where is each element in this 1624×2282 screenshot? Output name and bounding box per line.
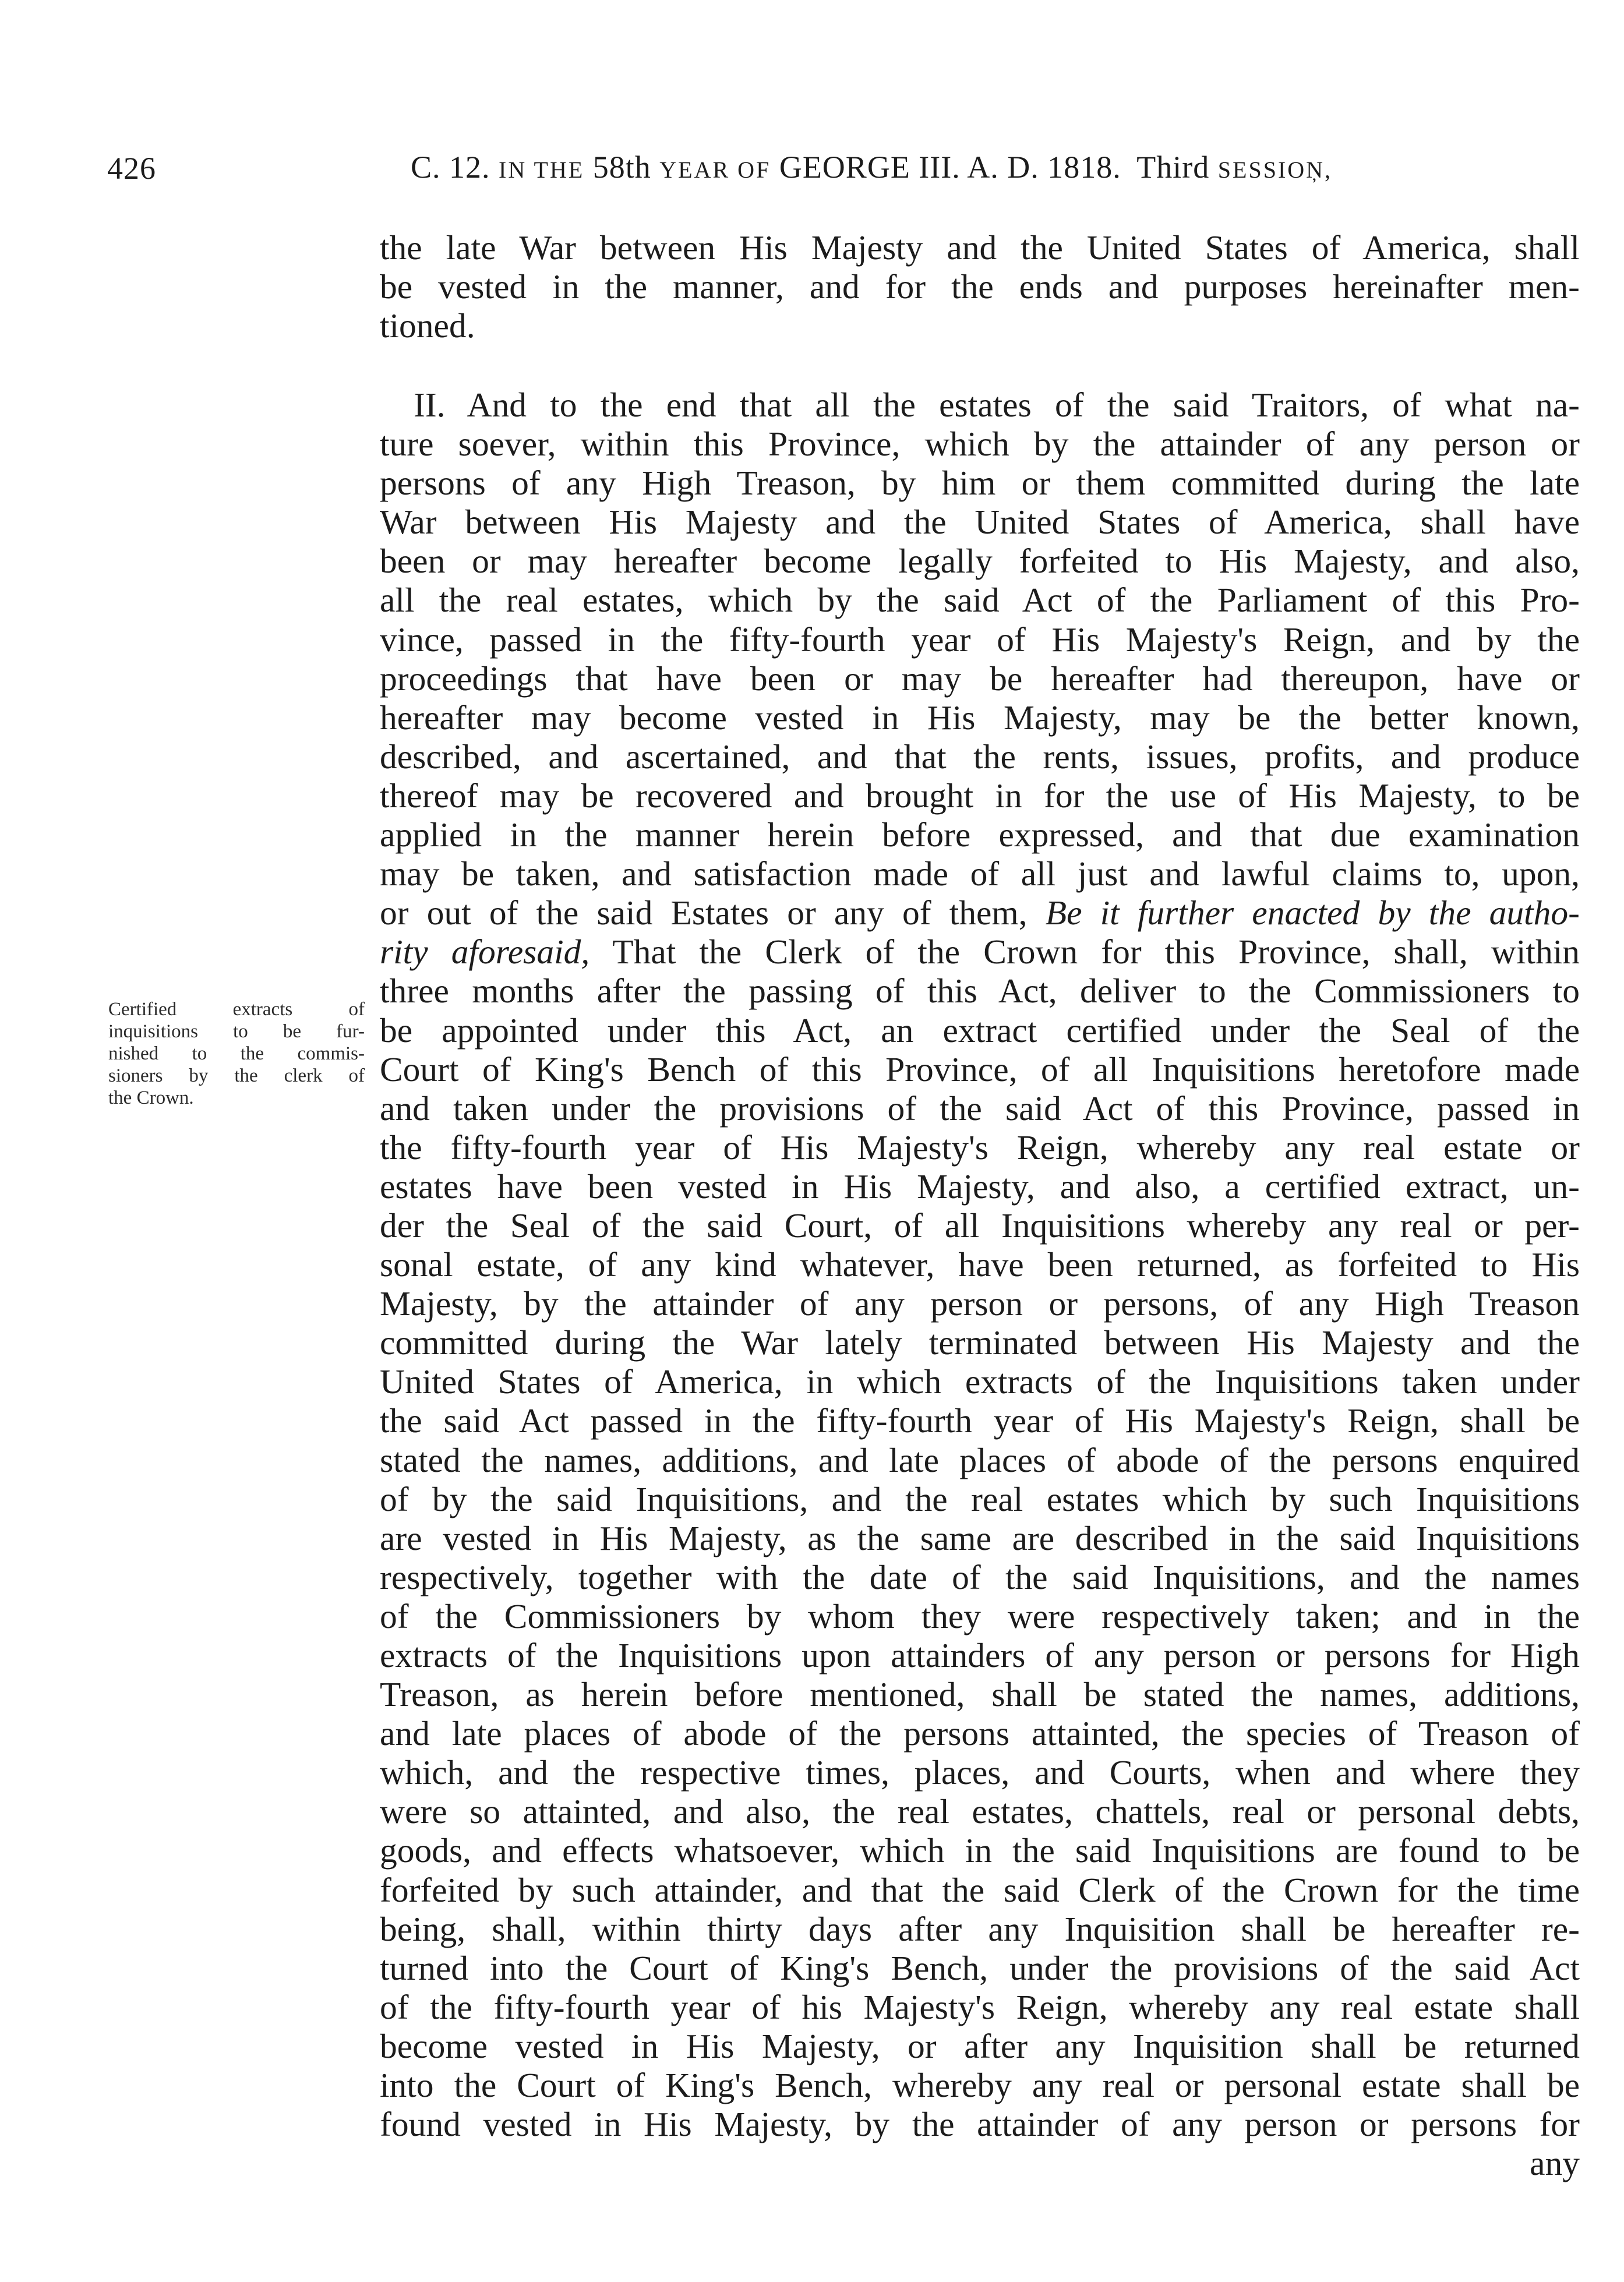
text-line: goods, and effects whatsoever, which in the said Inquisitions are found to be bbox=[380, 1831, 1580, 1870]
text-line: United States of America, in which extracts of the Inquisitions taken under bbox=[380, 1362, 1580, 1401]
text-line: War between His Majesty and the United States of America, shall have bbox=[380, 503, 1580, 542]
text-line: extracts of the Inquisitions upon attainders of any person or persons for High bbox=[380, 1636, 1580, 1675]
text-line: ture soever, within this Province, which by the attainder of any person or bbox=[380, 425, 1580, 464]
text-line: be vested in the manner, and for the ends and purposes hereinafter men- bbox=[380, 267, 1580, 306]
running-head-year-of: YEAR OF bbox=[659, 157, 771, 183]
text-line: being, shall, within thirty days after any Inquisition shall be hereafter re- bbox=[380, 1909, 1580, 1948]
running-head-year: 58th bbox=[592, 150, 651, 185]
text-line: forfeited by such attainder, and that the said Clerk of the Crown for the time bbox=[380, 1870, 1580, 1909]
paragraph-1 bbox=[380, 228, 1580, 345]
text-line: estates have been vested in His Majesty, and also, a certified extract, un- bbox=[380, 1167, 1580, 1206]
chapter-number: C. 12. bbox=[411, 150, 490, 185]
text-line: become vested in His Majesty, or after any Inquisition shall be returned bbox=[380, 2026, 1580, 2065]
marginal-note-line: sioners by the clerk of bbox=[108, 1065, 365, 1086]
running-head-session-1: Third bbox=[1136, 150, 1210, 185]
text-line: turned into the Court of King's Bench, under the provisions of the said Act bbox=[380, 1948, 1580, 1987]
text-line: of the Commissioners by whom they were respectively taken; and in the bbox=[380, 1596, 1580, 1635]
text-line: been or may hereafter become legally forfeited to His Majesty, and also, bbox=[380, 542, 1580, 581]
text-line: Majesty, by the attainder of any person or persons, of any High Treason bbox=[380, 1284, 1580, 1323]
text-line: be appointed under this Act, an extract certified under the Seal of the bbox=[380, 1011, 1580, 1050]
text-line: all the real estates, which by the said Act of the Parliament of this Pro- bbox=[380, 581, 1580, 620]
text-line: II. And to the end that all the estates of the said Traitors, of what na- bbox=[414, 386, 1580, 424]
text-line bbox=[380, 893, 1580, 932]
marginal-note-line: inquisitions to be fur- bbox=[108, 1021, 365, 1042]
marginal-note bbox=[108, 998, 365, 1109]
text-line: are vested in His Majesty, as the same are described in the said Inquisitions bbox=[380, 1518, 1580, 1557]
text-run: or out of the said Estates or any of them, bbox=[380, 893, 1046, 932]
running-head-reign: GEORGE III. A. D. 1818. bbox=[779, 150, 1121, 185]
text-line: proceedings that have been or may be hereafter had thereupon, have or bbox=[380, 659, 1580, 698]
text-line: applied in the manner herein before expressed, and that due examination bbox=[380, 815, 1580, 854]
text-line: Treason, as herein before mentioned, shall be stated the names, additions, bbox=[380, 1675, 1580, 1714]
text-run: That the Clerk of the Crown for this Province, shall, within bbox=[589, 932, 1580, 972]
text-line bbox=[380, 932, 1580, 972]
enacting-clause: rity aforesaid, bbox=[380, 932, 590, 972]
text-line: found vested in His Majesty, by the attainder of any person or persons for bbox=[380, 2105, 1580, 2144]
text-line: and taken under the provisions of the said Act of this Province, passed in bbox=[380, 1089, 1580, 1128]
section-ii-paragraph bbox=[380, 386, 1580, 2144]
text-line: may be taken, and satisfaction made of all just and lawful claims to, upon, bbox=[380, 854, 1580, 893]
text-line: hereafter may become vested in His Majesty, may be the better known, bbox=[380, 698, 1580, 737]
text-line: respectively, together with the date of the said Inquisitions, and the names bbox=[380, 1557, 1580, 1596]
enacting-clause: Be it further enacted by the autho- bbox=[1045, 893, 1580, 932]
running-head-session-2: SESSIOŅ, bbox=[1217, 157, 1333, 183]
marginal-note-line: the Crown. bbox=[108, 1087, 194, 1108]
marginal-note-line: nished to the commis- bbox=[108, 1043, 365, 1064]
text-line: which, and the respective times, places, and Courts, when and where they bbox=[380, 1753, 1580, 1792]
running-head-in-the: IN THE bbox=[499, 157, 585, 183]
text-line: the said Act passed in the fifty-fourth year of His Majesty's Reign, shall be bbox=[380, 1401, 1580, 1440]
text-line: of by the said Inquisitions, and the real estates which by such Inquisitions bbox=[380, 1479, 1580, 1518]
text-line: thereof may be recovered and brought in for the use of His Majesty, to be bbox=[380, 776, 1580, 815]
text-line: the late War between His Majesty and the United States of America, shall bbox=[380, 228, 1580, 267]
marginal-note-line: Certified extracts of bbox=[108, 999, 365, 1020]
text-line: were so attainted, and also, the real estates, chattels, real or personal debts, bbox=[380, 1792, 1580, 1831]
page-number: 426 bbox=[107, 151, 156, 186]
text-line: of the fifty-fourth year of his Majesty's Reign, whereby any real estate shall bbox=[380, 1987, 1580, 2026]
text-line: stated the names, additions, and late places of abode of the persons enquired bbox=[380, 1440, 1580, 1479]
catchword: any bbox=[1530, 2144, 1580, 2182]
text-line: three months after the passing of this Act, deliver to the Commissioners to bbox=[380, 972, 1580, 1011]
text-line: the fifty-fourth year of His Majesty's Reign, whereby any real estate or bbox=[380, 1128, 1580, 1167]
text-line: tioned. bbox=[380, 306, 475, 345]
text-line: Court of King's Bench of this Province, of all Inquisitions heretofore made bbox=[380, 1050, 1580, 1089]
text-line: persons of any High Treason, by him or them committed during the late bbox=[380, 464, 1580, 503]
text-line: der the Seal of the said Court, of all Inquisitions whereby any real or per- bbox=[380, 1206, 1580, 1245]
text-line: committed during the War lately terminated between His Majesty and the bbox=[380, 1323, 1580, 1362]
text-line: into the Court of King's Bench, whereby any real or personal estate shall be bbox=[380, 2066, 1580, 2105]
text-line: vince, passed in the fifty-fourth year of His Majesty's Reign, and by the bbox=[380, 620, 1580, 659]
text-line: and late places of abode of the persons attainted, the species of Treason of bbox=[380, 1714, 1580, 1753]
running-head bbox=[411, 149, 1584, 185]
text-line: sonal estate, of any kind whatever, have been returned, as forfeited to His bbox=[380, 1245, 1580, 1284]
text-line: described, and ascertained, and that the rents, issues, profits, and produce bbox=[380, 737, 1580, 776]
